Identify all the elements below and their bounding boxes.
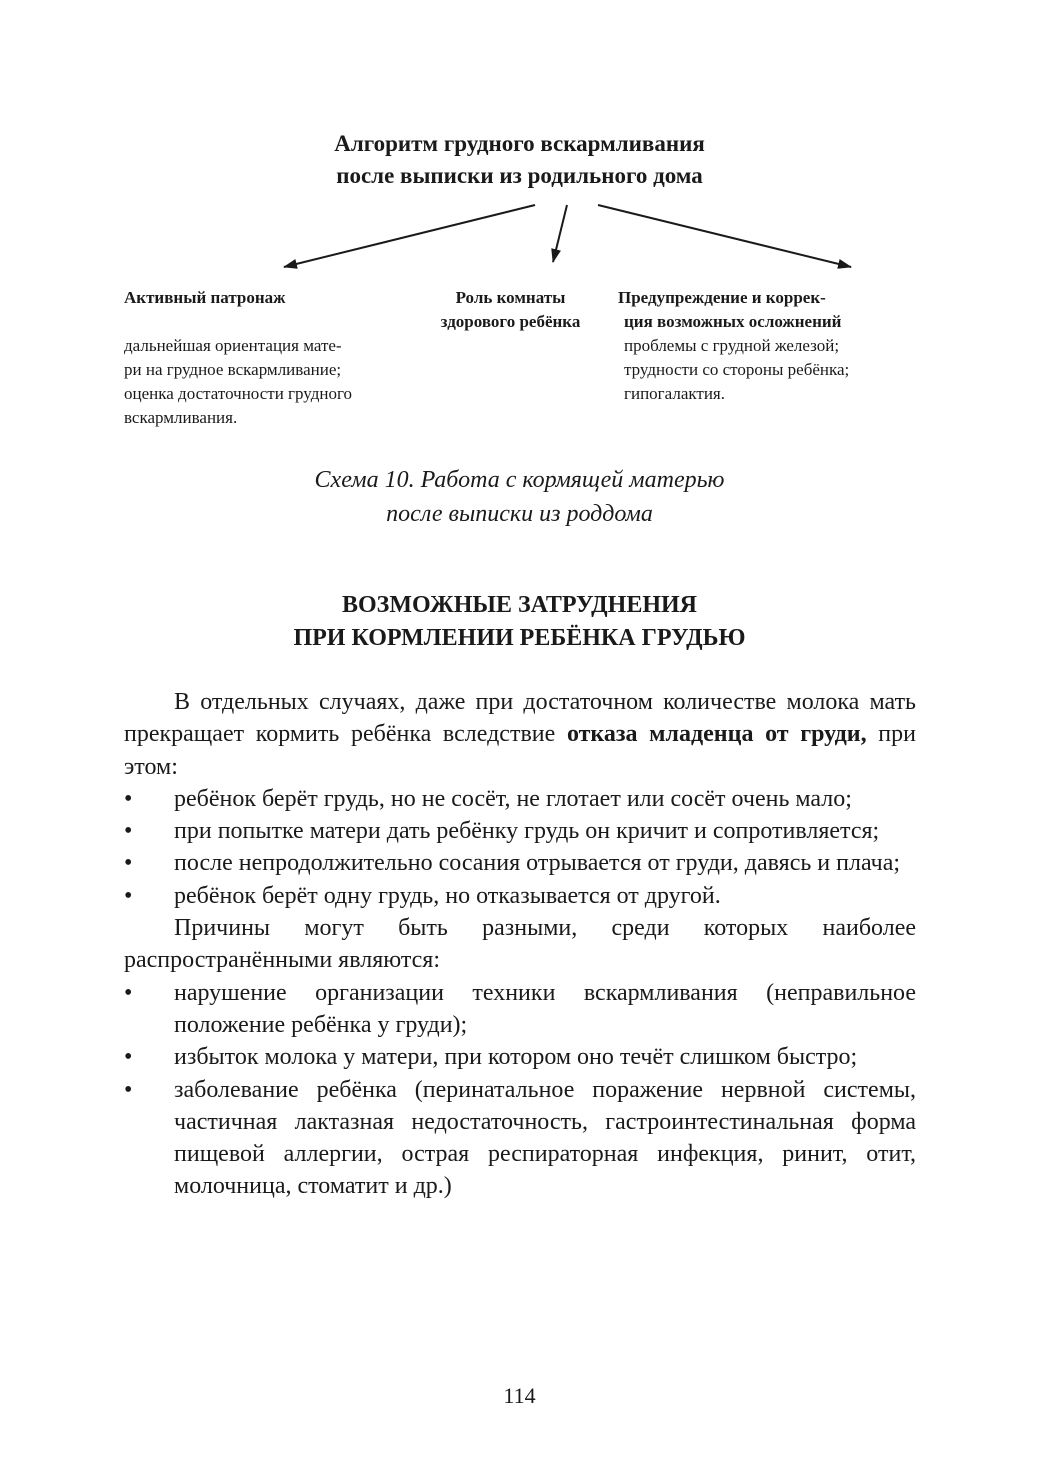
right-heading-line2: ция возможных осложнений: [624, 312, 842, 331]
right-column-heading: [618, 286, 918, 334]
right-column-text: [624, 334, 924, 406]
diagram-arrows: [0, 0, 1039, 300]
right-line: трудности со стороны ребёнка;: [624, 360, 850, 379]
middle-heading-line1: Роль комнаты: [455, 288, 566, 307]
list-item: [124, 880, 916, 912]
list-item-text: избыток молока у матери, при котором оно течёт слишком быстро;: [174, 1044, 858, 1071]
diagram-title-line2: после выписки из родильного дома: [336, 163, 703, 188]
caption-line2: после выписки из роддома: [386, 501, 653, 527]
bullet-icon: •: [124, 979, 133, 1006]
list-item-text: ребёнок берёт одну грудь, но отказывается от другой.: [174, 882, 721, 909]
list-item: [124, 783, 916, 815]
refusal-signs-list: [124, 783, 916, 912]
middle-column-heading: [418, 286, 603, 334]
list-item: [124, 1074, 916, 1203]
arrow-middle: [553, 205, 567, 262]
left-column-text: [124, 334, 424, 430]
bullet-icon: •: [124, 850, 133, 877]
left-line: дальнейшая ориентация мате-: [124, 336, 342, 355]
intro-paragraph: [124, 686, 916, 783]
figure-caption: [0, 463, 1039, 531]
list-item-text: заболевание ребёнка (перинатальное поражение нервной системы, частичная лактазная недостаточность, гастроинтестинальная форма пищевой аллергии, острая респираторная инфекция, ринит, отит, молочница, стоматит и др.): [174, 1076, 916, 1200]
intro-bold-text: отказа младенца от груди,: [566, 721, 867, 748]
right-line: проблемы с грудной железой;: [624, 336, 840, 355]
list-item-text: после непродолжительно сосания отрывается от груди, давясь и плача;: [174, 850, 901, 877]
left-column-heading: Активный патронаж: [124, 288, 286, 307]
diagram-title-line1: Алгоритм грудного вскармливания: [334, 131, 705, 156]
bullet-icon: •: [124, 818, 133, 845]
section-title-line1: ВОЗМОЖНЫЕ ЗАТРУДНЕНИЯ: [341, 592, 698, 618]
right-line: гипогалактия.: [624, 384, 725, 403]
reasons-list: [124, 977, 916, 1203]
bullet-icon: •: [124, 785, 133, 812]
bullet-icon: •: [124, 882, 133, 909]
right-heading-line1: Предупреждение и коррек-: [618, 288, 826, 307]
section-title: [0, 589, 1039, 655]
bullet-icon: •: [124, 1076, 133, 1103]
list-item: [124, 847, 916, 879]
list-item: [124, 977, 916, 1042]
reasons-paragraph: Причины могут быть разными, среди которых наиболее распространёнными являются:: [124, 915, 916, 974]
list-item-text: нарушение организации техники вскармливания (неправильное положение ребёнка у груди);: [174, 979, 916, 1038]
arrow-left: [284, 205, 535, 267]
section-title-line2: ПРИ КОРМЛЕНИИ РЕБЁНКА ГРУДЬЮ: [293, 625, 746, 651]
caption-line1: Схема 10. Работа с кормящей матерью: [314, 467, 725, 493]
list-item: [124, 815, 916, 847]
list-item-text: при попытке матери дать ребёнку грудь он кричит и сопротивляется;: [174, 818, 880, 845]
left-line: оценка достаточности грудного: [124, 384, 353, 403]
left-line: вскармливания.: [124, 408, 238, 427]
arrow-right: [598, 205, 851, 267]
body-text: [124, 686, 916, 1203]
list-item: [124, 1041, 916, 1073]
intro-text-end: при этом:: [124, 721, 916, 780]
intro-text: В отдельных случаях, даже при достаточном количестве молока мать прекращает кормить ребёнка вследствие: [124, 689, 916, 748]
bullet-icon: •: [124, 1044, 133, 1071]
list-item-text: ребёнок берёт грудь, но не сосёт, не глотает или сосёт очень мало;: [174, 785, 852, 812]
page-number: 114: [503, 1383, 536, 1408]
middle-heading-line2: здорового ребёнка: [440, 312, 581, 331]
left-line: ри на грудное вскармливание;: [124, 360, 342, 379]
